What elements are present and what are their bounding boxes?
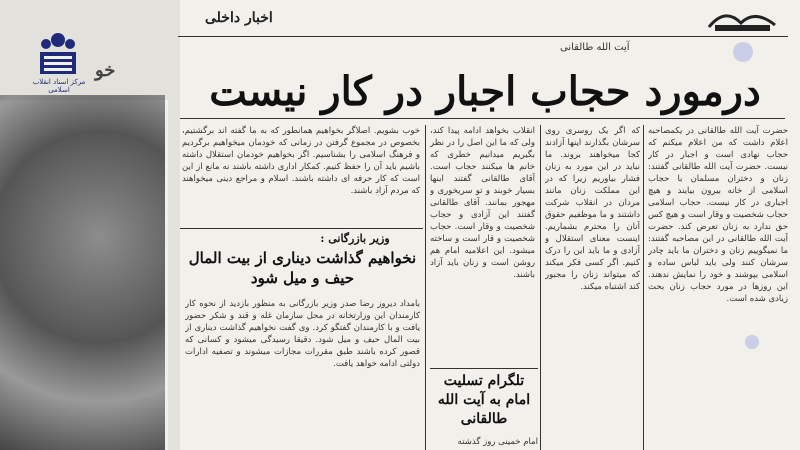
- minister-title: نخواهیم گذاشت دیناری از بیت المال حیف و میل شود: [188, 249, 417, 287]
- minister-body: بامداد دیروز رضا صدر وزیر بازرگانی به منظور بازدید از نحوه کار کارمندان این وزارتخانه در محل سازمان غله و قند و شکر حضور یافت و با کارمندان گفتگو کرد. وی گفت نخواهیم گذاشت دیناری از بیت المال حیف و میل شود. دقیقا رسیدگی میشود و کسانی که قصور کرده باشند طبق مقررات مجازات میشوند و تصفیه ادارات دولتی ادامه خواهد یافت.: [185, 299, 420, 369]
- condolence-title: تلگرام تسلیت امام به آیت الله طالقانی: [437, 373, 531, 427]
- minister-kicker: وزیر بازرگانی :: [320, 232, 390, 245]
- page-fold-shadow: [168, 0, 180, 450]
- article-column-1: حضرت آیت الله طالقانی در یکمصاحبه اعلام داشت که من اعلام میکنم که حجاب نهادی است و اجبار در کار نیست. حضرت آیت الله طالقانی گفتند: زنان و دختران مسلمان با حجاب اسلامی از خانه بیرون بیایند و هیچ اجباری در کار نیست. حجاب اسلامی حجاب شخصیت و وقار است و هیچ کس حق ندارد به زنان تعرض کند. حضرت آیت الله طالقانی در این مصاحبه گفتند: ما نمیگوییم زنان و دختران ما باید چادر سرشان کنند ولی باید لباس ساده و اسلامی بپوشند و خود را نمایش ندهند. این روزها در مورد حجاب زنان بحث زیادی شده است.: [648, 126, 788, 304]
- article-column-2: که اگر یک روسری روی سرشان بگذارند اینها آزادند کجا میخواهند بروند. ما نباید در این مورد به زنان فشار بیاوریم زیرا که در این مملکت زنان مانند مردان در انقلاب شرکت داشتند و ما موظفیم حقوق آنان را محترم بشماریم. اینست معنای استقلال و آزادی و ما باید این را درک کنیم. اگر کسی فکر میکند که میتواند زنان را مجبور کند اشتباه میکند.: [545, 126, 640, 292]
- headline-rule: [180, 118, 785, 119]
- logo-caption: مرکز اسناد انقلاب اسلامی: [32, 78, 86, 94]
- column-divider: [540, 125, 541, 450]
- condolence-body: امام خمینی روز گذشته: [457, 437, 538, 447]
- article-column-3: انقلاب بخواهد ادامه پیدا کند، ولی که ما این اصل را در نظر بگیریم میدانیم خطری که خانم ها میکنند حجاب است. آقای طالقانی گفتند اینها بسیار خوبند و تو سریخوری و مهجور بمانند. آقای طالقانی گفتند این آزادی و حجاب شخصیت و وقار است. حجاب شخصیت و قار است و ساخته میشود. این اعلامیه امام هم روشن است و زنان باید آزاد باشند.: [430, 126, 535, 280]
- byline: آیت الله طالقانی: [560, 42, 630, 53]
- box-rule: [180, 228, 423, 229]
- column-divider: [425, 125, 426, 450]
- box-rule: [430, 368, 538, 369]
- section-tag: اخبار داخلی: [205, 10, 273, 26]
- masthead-rule: [178, 36, 788, 37]
- column-divider: [643, 125, 644, 450]
- article-column-4: خوب بشویم. اصلاگر بخواهیم همانطور که به ما گفته اند برگشتیم، بخصوص در مجموع گرفتن در زمانی که خودمان میخواهیم برگردیم و فرهنگ اسلامی را بشناسیم. اگر بخواهیم خودمان استقلال داشته باشیم باید آن را حفظ کنیم. کمکار اداری داشته باشند نه مانع از این است که کار حرفه ای داشته باشند. اسلام و مراجع دینی میخواهند که مردم آزاد باشند.: [182, 126, 420, 196]
- decorative-dot: [745, 335, 759, 349]
- left-page-heading: خو: [95, 60, 116, 81]
- left-photo: [0, 95, 165, 450]
- headline: درمورد حجاب اجبار در کار نیست: [209, 68, 761, 115]
- newspaper-masthead-icon: [705, 5, 780, 35]
- decorative-dot: [733, 42, 753, 62]
